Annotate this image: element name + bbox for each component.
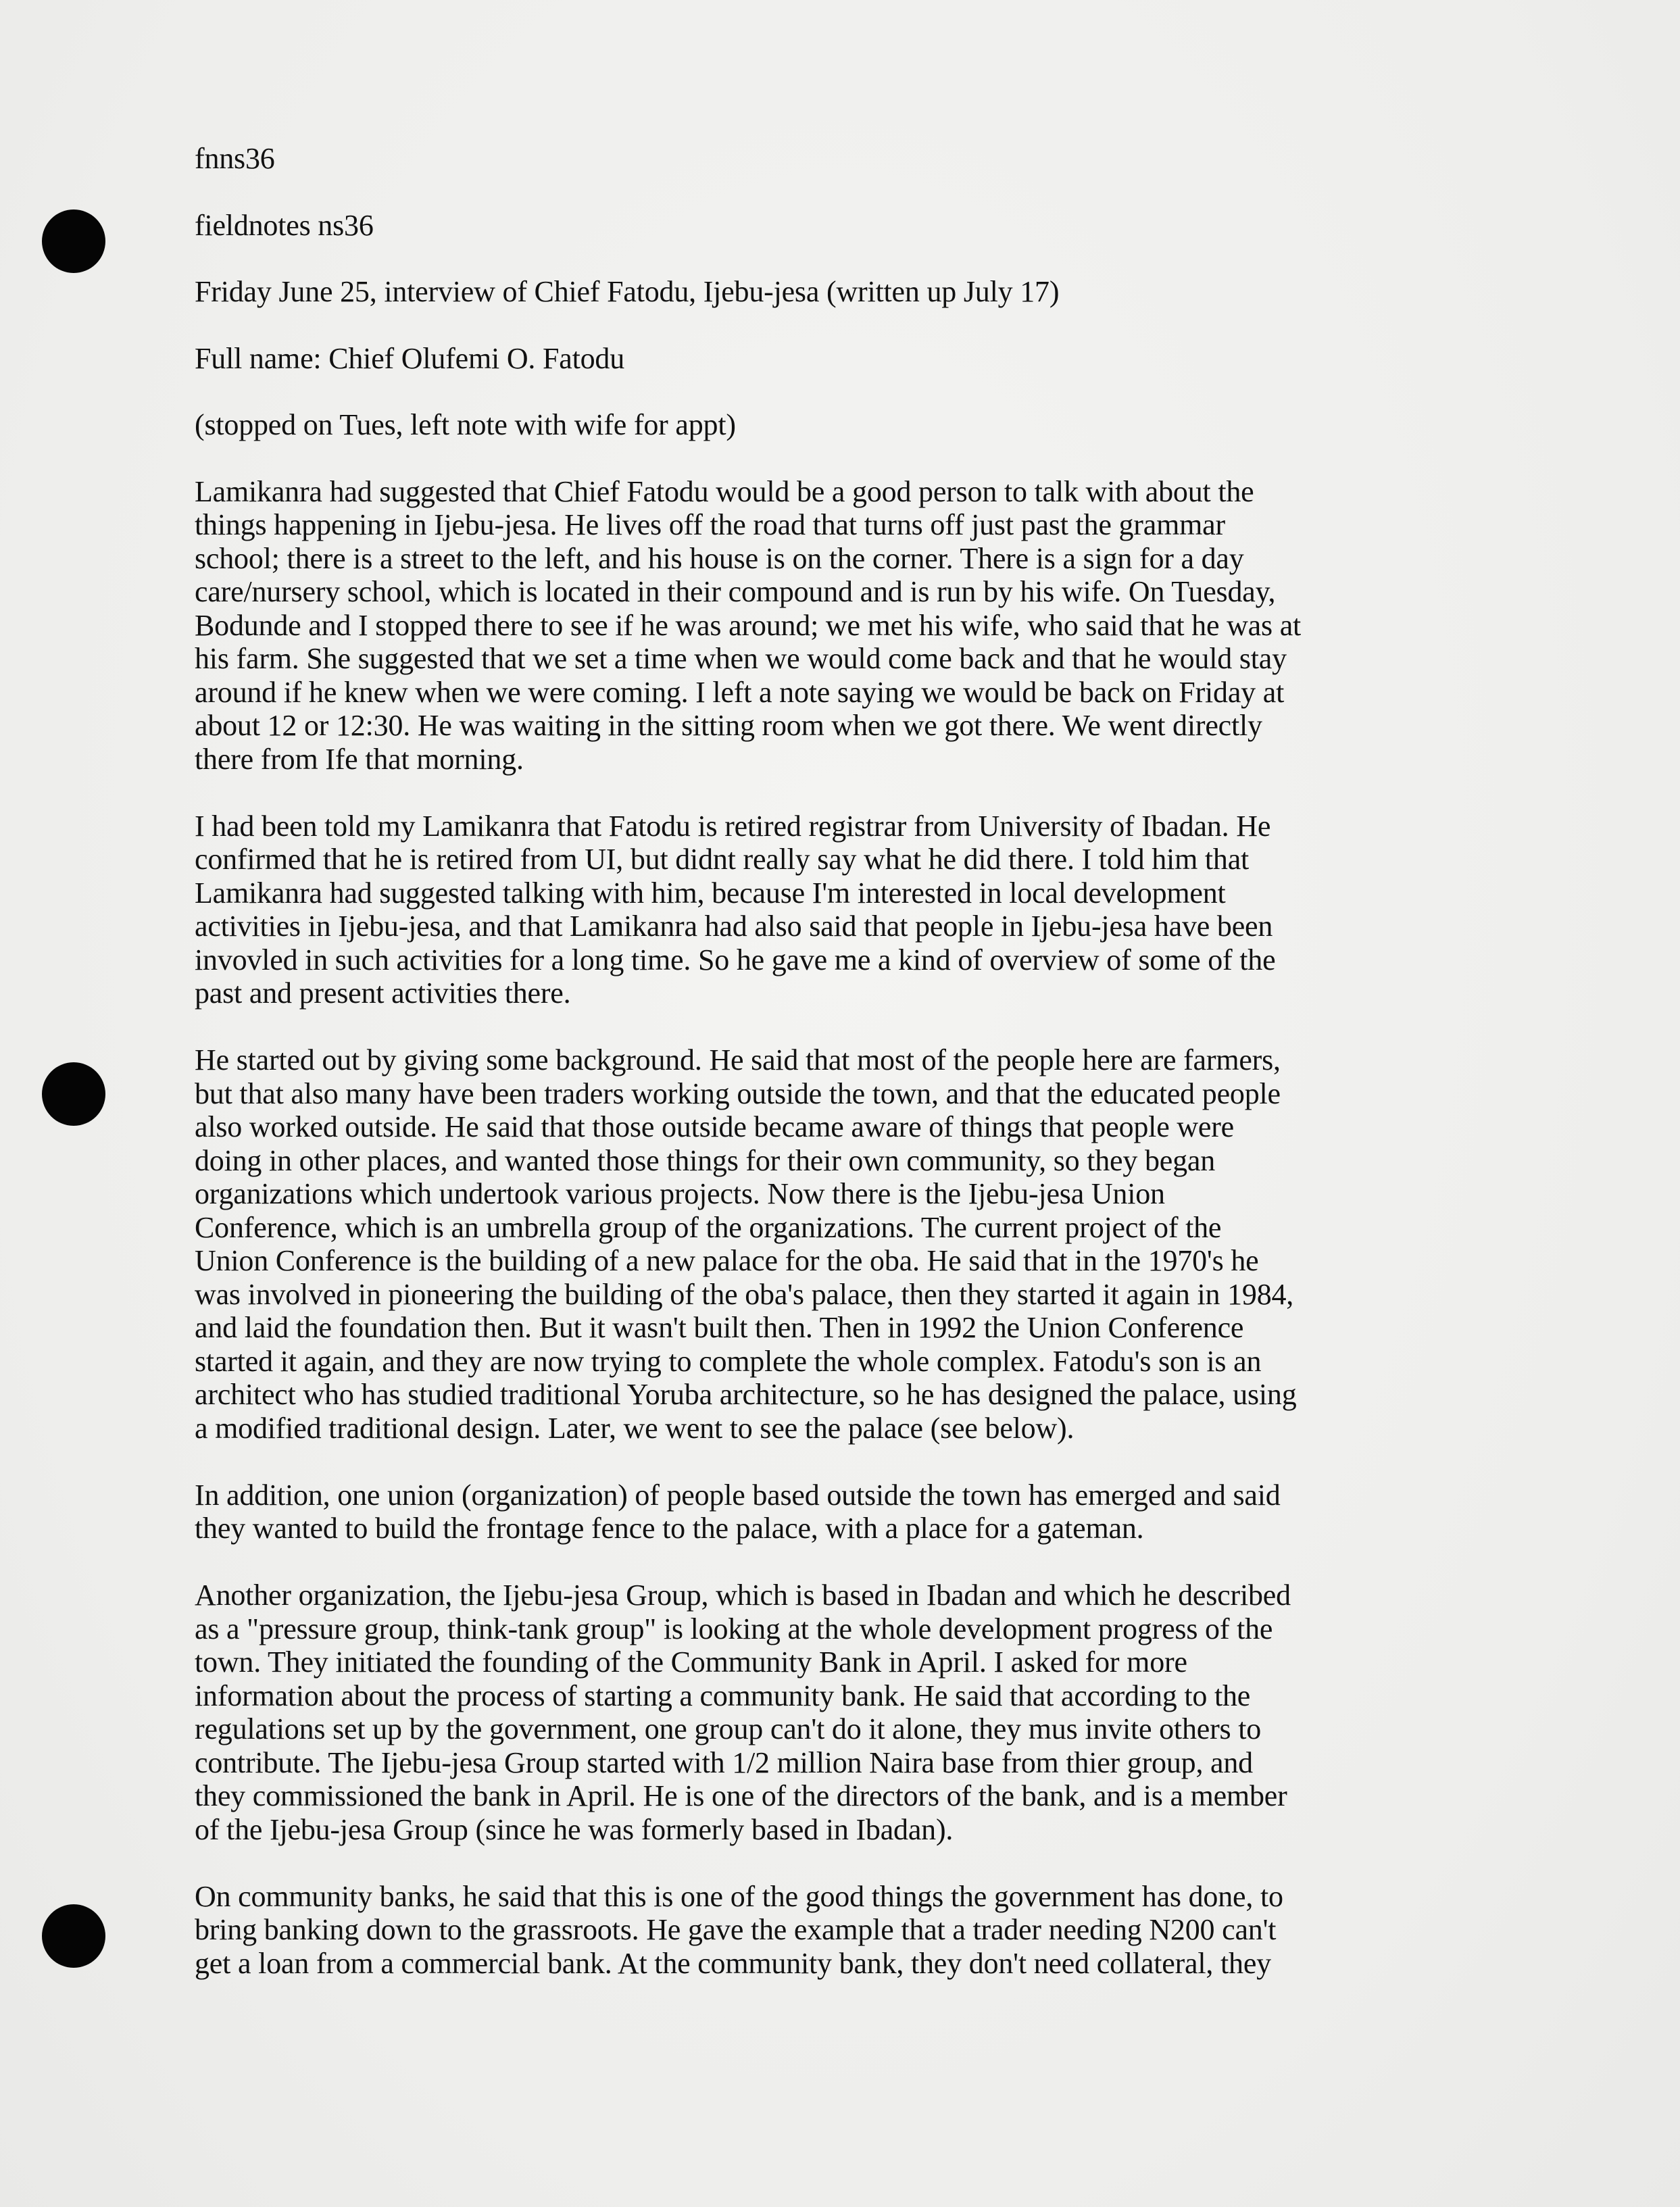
paragraph-1 bbox=[195, 475, 1519, 776]
paragraph-3 bbox=[195, 1043, 1519, 1445]
text-line: care/nursery school, which is located in their compound and is run by his wife. On Tuesday, bbox=[195, 575, 1276, 608]
text-line: also worked outside. He said that those outside became aware of things that people were bbox=[195, 1110, 1235, 1143]
text-line: as a "pressure group, think-tank group" is looking at the whole development progress of the bbox=[195, 1612, 1273, 1645]
binder-hole-bottom bbox=[42, 1904, 105, 1968]
text-line: Lamikanra had suggested talking with him, because I'm interested in local development bbox=[195, 876, 1226, 910]
document-id: fnns36 bbox=[195, 142, 275, 175]
paragraph-5 bbox=[195, 1579, 1519, 1846]
paragraph-6 bbox=[195, 1880, 1519, 1981]
text-line: Union Conference is the building of a new palace for the oba. He said that in the 1970's he bbox=[195, 1244, 1259, 1277]
text-line: In addition, one union (organization) of people based outside the town has emerged and said bbox=[195, 1478, 1281, 1512]
text-line: On community banks, he said that this is one of the good things the government has done, to bbox=[195, 1879, 1283, 1913]
text-line: Bodunde and I stopped there to see if he was around; we met his wife, who said that he was at bbox=[195, 608, 1302, 642]
text-line: they commissioned the bank in April. He is one of the directors of the bank, and is a member bbox=[195, 1779, 1287, 1812]
text-line: organizations which undertook various projects. Now there is the Ijebu-jesa Union bbox=[195, 1177, 1165, 1210]
text-line: regulations set up by the government, one group can't do it alone, they mus invite others to bbox=[195, 1712, 1262, 1745]
text-line: school; there is a street to the left, and his house is on the corner. There is a sign for a day bbox=[195, 541, 1244, 575]
text-line: activities in Ijebu-jesa, and that Lamikanra had also said that people in Ijebu-jesa have been bbox=[195, 910, 1273, 943]
text-line: doing in other places, and wanted those things for their own community, so they began bbox=[195, 1143, 1216, 1177]
document-body bbox=[195, 142, 1519, 2014]
text-line: started it again, and they are now trying to complete the whole complex. Fatodu's son is an bbox=[195, 1344, 1262, 1378]
binder-hole-middle bbox=[42, 1062, 105, 1126]
binder-hole-top bbox=[42, 209, 105, 273]
text-line: get a loan from a commercial bank. At the community bank, they don't need collateral, they bbox=[195, 1946, 1271, 1980]
text-line: town. They initiated the founding of the Community Bank in April. I asked for more bbox=[195, 1645, 1187, 1679]
full-name-line: Full name: Chief Olufemi O. Fatodu bbox=[195, 341, 625, 375]
text-line: and laid the foundation then. But it wasn't built then. Then in 1992 the Union Conference bbox=[195, 1311, 1244, 1344]
text-line: bring banking down to the grassroots. He gave the example that a trader needing N200 can't bbox=[195, 1913, 1277, 1946]
text-line: I had been told my Lamikanra that Fatodu is retired registrar from University of Ibadan. He bbox=[195, 809, 1271, 843]
text-line: was involved in pioneering the building of the oba's palace, then they started it again in 1984, bbox=[195, 1277, 1294, 1311]
text-line: invovled in such activities for a long time. So he gave me a kind of overview of some of the bbox=[195, 943, 1276, 976]
text-line: his farm. She suggested that we set a time when we would come back and that he would stay bbox=[195, 642, 1287, 675]
text-line: confirmed that he is retired from UI, but didnt really say what he did there. I told him that bbox=[195, 843, 1250, 876]
text-line: Lamikanra had suggested that Chief Fatodu would be a good person to talk with about the bbox=[195, 474, 1254, 508]
text-line: Another organization, the Ijebu-jesa Group, which is based in Ibadan and which he described bbox=[195, 1579, 1291, 1612]
text-line: a modified traditional design. Later, we went to see the palace (see below). bbox=[195, 1411, 1074, 1445]
text-line: about 12 or 12:30. He was waiting in the sitting room when we got there. We went directly bbox=[195, 709, 1262, 742]
text-line: of the Ijebu-jesa Group (since he was formerly based in Ibadan). bbox=[195, 1812, 954, 1846]
paragraph-4 bbox=[195, 1479, 1519, 1545]
text-line: architect who has studied traditional Yoruba architecture, so he has designed the palace, using bbox=[195, 1378, 1297, 1411]
text-line: information about the process of starting a community bank. He said that according to the bbox=[195, 1679, 1251, 1712]
date-line: Friday June 25, interview of Chief Fatodu, Ijebu-jesa (written up July 17) bbox=[195, 275, 1060, 308]
appointment-note: (stopped on Tues, left note with wife for appt) bbox=[195, 408, 736, 441]
text-line: past and present activities there. bbox=[195, 976, 571, 1010]
text-line: Conference, which is an umbrella group of the organizations. The current project of the bbox=[195, 1210, 1222, 1244]
document-subtitle: fieldnotes ns36 bbox=[195, 208, 374, 242]
text-line: but that also many have been traders working outside the town, and that the educated people bbox=[195, 1076, 1281, 1110]
text-line: He started out by giving some background. He said that most of the people here are farmers, bbox=[195, 1043, 1281, 1076]
text-line: they wanted to build the frontage fence to the palace, with a place for a gateman. bbox=[195, 1512, 1144, 1545]
text-line: there from Ife that morning. bbox=[195, 742, 524, 776]
text-line: things happening in Ijebu-jesa. He lives off the road that turns off just past the grammar bbox=[195, 508, 1225, 541]
text-line: around if he knew when we were coming. I left a note saying we would be back on Friday at bbox=[195, 675, 1285, 709]
paragraph-2 bbox=[195, 810, 1519, 1010]
text-line: contribute. The Ijebu-jesa Group started with 1/2 million Naira base from thier group, and bbox=[195, 1745, 1253, 1779]
